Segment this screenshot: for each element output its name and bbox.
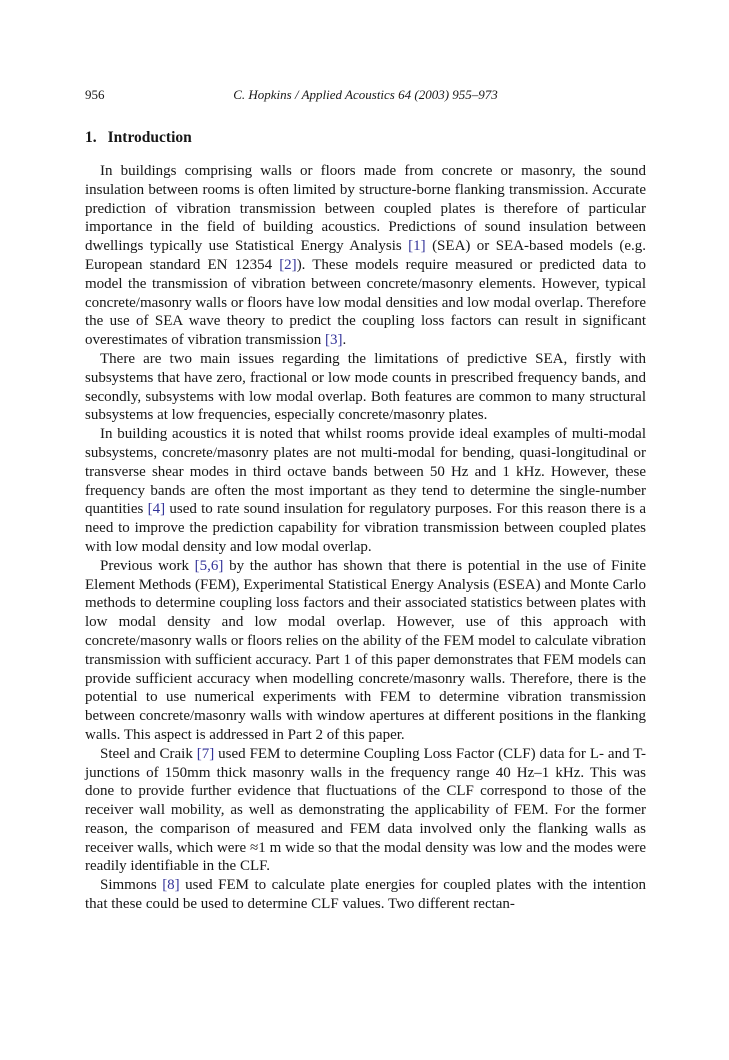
paragraph: Simmons [8] used FEM to calculate plate energies for coupled plates with the intention that these could be used to determine CLF values. Two different rectan- — [85, 877, 647, 913]
running-head — [85, 86, 646, 103]
citation-link[interactable]: [8] — [162, 877, 180, 894]
paragraph: In building acoustics it is noted that whilst rooms provide ideal examples of multi-modal subsystems, concrete/masonry plates are not multi-modal for bending, quasi-longitudinal or transverse shear modes in third octave bands between 50 Hz and 1 kHz. However, these frequency bands are often the most important as they tend to determine the single-number quantities [4] used to rate sound insulation for regulatory purposes. For this reason there is a need to improve the prediction capability for vibration transmission between coupled plates with low modal density and low modal overlap. — [85, 426, 646, 555]
body-paragraphs — [85, 162, 646, 914]
citation-link[interactable]: [2] — [279, 256, 297, 273]
running-title: C. Hopkins / Applied Acoustics 64 (2003) 955–973 — [233, 87, 498, 102]
paragraph: In buildings comprising walls or floors made from concrete or masonry, the sound insulation between rooms is often limited by structure-borne flanking transmission. Accurate prediction of vibration transmission between coupled plates is therefore of particular importance in the field of building acoustics. Predictions of sound insulation between dwellings typically use Statistical Energy Analysis [1] (SEA) or SEA-based models (e.g. European standard EN 12354 [2]). These models require measured or predicted data to model the transmission of vibration between concrete/masonry elements. However, typical concrete/masonry walls or floors have low modal densities and low modal overlap. Therefore the use of SEA wave theory to predict the coupling loss factors can result in significant overestimates of vibration transmission [3]. — [85, 163, 646, 349]
section-heading-number: 1. — [85, 129, 97, 146]
citation-link[interactable]: [7] — [196, 745, 215, 762]
citation-link[interactable]: [5,6] — [194, 557, 224, 574]
section-heading — [85, 129, 646, 146]
page-content — [85, 86, 646, 914]
citation-link[interactable]: [4] — [147, 501, 166, 518]
page-number: 956 — [85, 87, 105, 102]
paragraph: Previous work [5,6] by the author has shown that there is potential in the use of Finite Element Methods (FEM), Experimental Statistical Energy Analysis (ESEA) and Monte Carlo methods to determine coupling loss factors and their associated statistics between plates with low modal density and low modal overlap. However, use of this approach with concrete/masonry walls or floors relies on the ability of the FEM model to calculate vibration transmission with sufficient accuracy. Part 1 of this paper demonstrates that FEM models can provide sufficient accuracy when modelling concrete/masonry walls. Therefore, there is the potential to use numerical experiments with FEM to determine vibration transmission between concrete/masonry walls with window apertures at different positions in the flanking walls. This aspect is addressed in Part 2 of this paper. — [85, 557, 647, 743]
citation-link[interactable]: [3] — [324, 332, 343, 349]
section-heading-title: Introduction — [107, 129, 192, 146]
citation-link[interactable]: [1] — [408, 238, 426, 255]
paragraph: There are two main issues regarding the limitations of predictive SEA, firstly with subsystems that have zero, fractional or low mode counts in prescribed frequency bands, and secondly, subsystems with low modal overlap. Both features are common to many structural subsystems at low frequencies, especially concrete/masonry plates. — [85, 350, 646, 424]
paragraph: Steel and Craik [7] used FEM to determine Coupling Loss Factor (CLF) data for L- and T-junctions of 150mm thick masonry walls in the frequency range 40 Hz–1 kHz. This was done to provide further evidence that fluctuations of the CLF correspond to those of the receiver wall mobility, as well as demonstrating the applicability of FEM. For the former reason, the comparison of measured and FEM data involved only the flanking walls as receiver walls, which were ≈1 m wide so that the modal density was low and the modes were readily identifiable in the CLF. — [85, 745, 646, 875]
